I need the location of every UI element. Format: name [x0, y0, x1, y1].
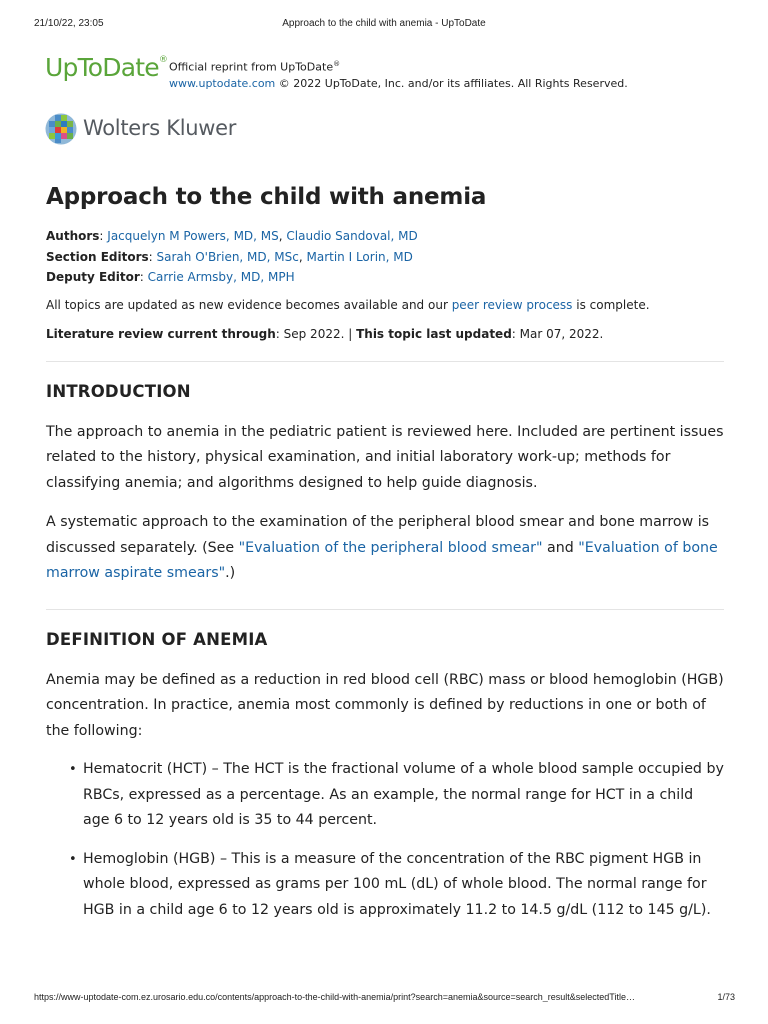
section-editors-line: Section Editors: Sarah O'Brien, MD, MSc, Martin I Lorin, MD	[46, 249, 413, 264]
article	[46, 180, 724, 936]
last-updated-value: : Mar 07, 2022.	[511, 326, 604, 341]
lit-review-label: Literature review current through	[46, 326, 276, 341]
authors-label: Authors	[46, 229, 100, 243]
section-editors-label: Section Editors	[46, 249, 149, 264]
definition-paragraph: Anemia may be defined as a reduction in red blood cell (RBC) mass or blood hemoglobin (HGB) concentration. In practice, anemia most commonly is defined by reductions in one or both of the following:	[46, 671, 724, 739]
print-page-title: Approach to the child with anemia - UpToDate	[282, 18, 486, 29]
lit-review-value: : Sep 2022. |	[275, 326, 357, 341]
last-updated-label: This topic last updated	[356, 326, 512, 341]
author-link[interactable]: Jacquelyn M Powers, MD, MS	[107, 229, 279, 243]
section-divider	[46, 609, 724, 610]
section-editor-link[interactable]: Martin I Lorin, MD	[306, 249, 413, 264]
print-url: https://www-uptodate-com.ez.urosario.edu.co/contents/approach-to-the-child-with-anemia/print?search=anemia&source=search_result&selectedTitle…	[34, 992, 635, 1002]
peripheral-blood-smear-link[interactable]: "Evaluation of the peripheral blood smear"	[238, 539, 543, 556]
list-item: • Hematocrit (HCT) – The HCT is the fractional volume of a whole blood sample occupied by RBCs, expressed as a percentage. As an example, the normal range for HCT in a child age 6 to 12 years old is 35 to 44 percent.	[83, 757, 724, 834]
definition-list	[46, 757, 724, 923]
print-date: 21/10/22, 23:05	[34, 18, 104, 29]
section-heading-introduction: INTRODUCTION	[46, 381, 191, 401]
uptodate-site-link[interactable]: www.uptodate.com	[169, 76, 276, 90]
deputy-editor-link[interactable]: Carrie Armsby, MD, MPH	[147, 270, 295, 284]
wolters-kluwer-logo-icon	[45, 113, 77, 145]
page-number: 1/73	[717, 992, 735, 1002]
section-divider	[46, 361, 724, 362]
update-note: All topics are updated as new evidence becomes available and our peer review process is complete.	[46, 297, 650, 312]
authors-line: Authors: Jacquelyn M Powers, MD, MS, Claudio Sandoval, MD	[46, 229, 418, 243]
bone-marrow-aspirate-link[interactable]: "Evaluation of bone marrow aspirate smears"	[46, 539, 718, 581]
review-dates	[46, 324, 724, 344]
list-item: • Hemoglobin (HGB) – This is a measure of the concentration of the RBC pigment HGB in whole blood, expressed as grams per 100 mL (dL) of whole blood. The normal range for HGB in a child age 6 to 12 years old is approximately 11.2 to 14.5 g/dL (112 to 145 g/L).	[83, 847, 724, 924]
article-contributors	[46, 226, 724, 288]
bullet-icon: •	[69, 851, 77, 867]
reprint-notice: Official reprint from UpToDate® www.uptodate.com © 2022 UpToDate, Inc. and/or its affiliates. All Rights Reserved.	[169, 60, 628, 90]
copyright-text: © 2022 UpToDate, Inc. and/or its affiliates. All Rights Reserved.	[275, 76, 628, 90]
wolters-kluwer-wordmark: Wolters Kluwer	[83, 116, 237, 140]
print-header	[0, 18, 768, 32]
author-link[interactable]: Claudio Sandoval, MD	[286, 229, 418, 243]
peer-review-link[interactable]: peer review process	[451, 297, 573, 312]
intro-paragraph-see-also: A systematic approach to the examination of the peripheral blood smear and bone marrow is discussed separately. (See "Evaluation of the peripheral blood smear" and "Evaluation of bone marrow aspirate smears".)	[46, 514, 718, 581]
deputy-editor-line: Deputy Editor: Carrie Armsby, MD, MPH	[46, 270, 295, 284]
section-editor-link[interactable]: Sarah O'Brien, MD, MSc	[156, 249, 299, 264]
section-heading-definition: DEFINITION OF ANEMIA	[46, 629, 268, 649]
uptodate-logo[interactable]: UpToDate®	[45, 53, 168, 82]
bullet-icon: •	[69, 762, 77, 777]
reprint-text: Official reprint from UpToDate	[169, 60, 334, 74]
deputy-editor-label: Deputy Editor	[46, 270, 140, 284]
intro-paragraph: The approach to anemia in the pediatric patient is reviewed here. Included are pertinent issues related to the history, physical examination, and initial laboratory work-up; methods for classifying anemia; and algorithms designed to help guide diagnosis.	[46, 423, 724, 491]
article-title: Approach to the child with anemia	[46, 184, 487, 210]
